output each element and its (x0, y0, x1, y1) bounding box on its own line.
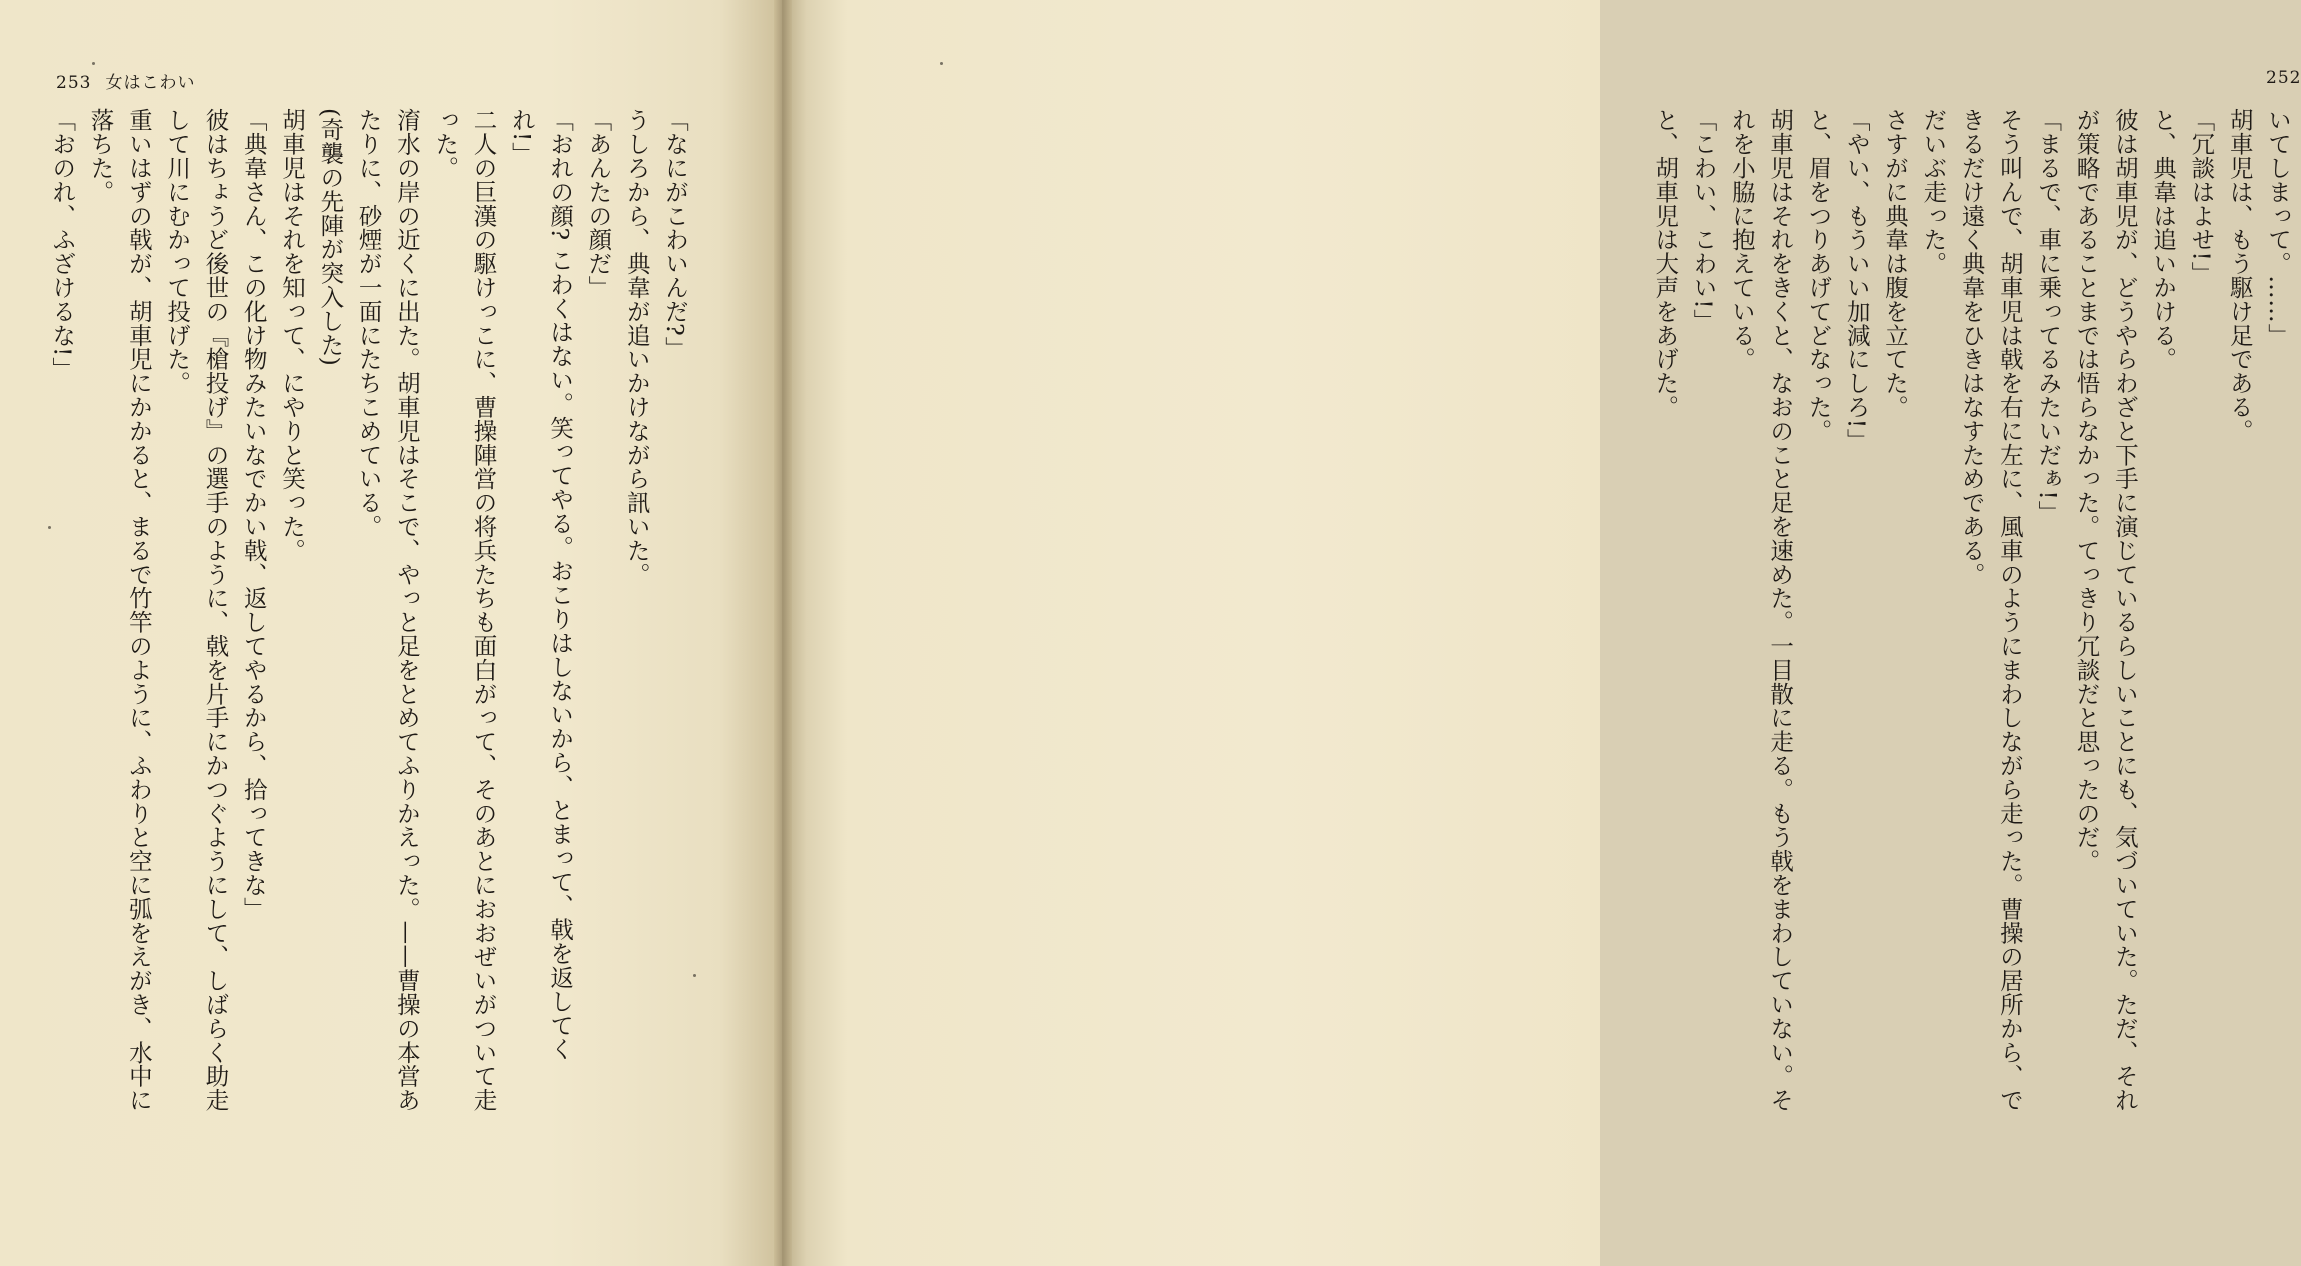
left-page-text (48, 108, 694, 1248)
text-line: 重いはずの戟が、胡車児にかかると、まるで竹竿のように、ふわりと空に弧をえがき、水中に (124, 108, 153, 1112)
text-line: った。 (431, 108, 460, 180)
text-line: 胡車児はそれを知って、にやりと笑った。 (278, 108, 307, 563)
paper-speck (940, 62, 943, 65)
left-page (0, 0, 782, 1266)
text-line: そう叫んで、胡車児は戟を右に左に、風車のようにまわしながら走った。曹操の居所から、で (1995, 108, 2024, 1112)
text-line: 「あんたの顔だ」 (584, 108, 613, 300)
text-line: 「冗談はよせ!」 (2187, 108, 2216, 286)
text-line: 「典韋さん、この化け物みたいなでかい戟、返してやるから、拾ってきな」 (239, 108, 268, 921)
text-line: 胡車児は、もう駆け足である。 (2225, 108, 2254, 443)
text-line: して川にむかって投げた。 (163, 108, 192, 395)
text-line: 「おれの顔? こわくはない。笑ってやる。おこりはしないから、とまって、戟を返してく (546, 108, 575, 1061)
text-line: きるだけ遠く典韋をひきはなすためである。 (1957, 108, 1986, 586)
paper-speck (92, 62, 95, 65)
right-page-number: 252 (2266, 68, 2301, 88)
paper-speck (48, 526, 51, 529)
left-page-header (56, 68, 195, 93)
text-line: 「なにがこわいんだ?」 (661, 108, 689, 360)
text-line: と、眉をつりあげてどなった。 (1804, 108, 1833, 443)
text-line: いてしまって。……」 (2264, 108, 2292, 347)
text-line: 彼はちょうど後世の『槍投げ』の選手のように、戟を片手にかつぐようにして、しばらく助走 (201, 108, 230, 1112)
text-line: が策略であることまでは悟らなかった。てっきり冗談だと思ったのだ。 (2072, 108, 2101, 873)
text-line: れ!」 (507, 108, 536, 166)
text-line: さすがに典韋は腹を立てた。 (1881, 108, 1910, 419)
paper-speck (693, 974, 696, 977)
left-page-number: 253 (56, 73, 92, 93)
text-line: 二人の巨漢の駆けっこに、曹操陣営の将兵たちも面白がって、そのあとにおおぜいがついて走 (469, 108, 498, 1112)
right-page-header (2266, 68, 2301, 88)
text-line: 彼は胡車児が、どうやらわざと下手に演じているらしいことにも、気づいていた。ただ、それ (2110, 108, 2139, 1112)
text-line: と、典韋は追いかける。 (2149, 108, 2178, 371)
text-line: だいぶ走った。 (1919, 108, 1948, 276)
text-line: 「こわい、こわい!」 (1689, 108, 1718, 333)
text-line: うしろから、典韋が追いかけながら訊いた。 (622, 108, 651, 586)
running-title: 女はこわい (105, 73, 196, 93)
text-line: と、胡車児は大声をあげた。 (1651, 108, 1680, 419)
text-line: たりに、砂煙が一面にたちこめている。 (354, 108, 383, 539)
book-gutter (774, 0, 792, 1266)
right-page (782, 0, 2301, 1266)
text-line: 「おのれ、ふざけるな!」 (48, 108, 77, 381)
text-line: (奇襲の先陣が突入した) (316, 108, 345, 367)
right-page-text (1637, 108, 2297, 1248)
text-line: 胡車児はそれをきくと、なおのこと足を速めた。一目散に走る。もう戟をまわしていない。そ (1766, 108, 1795, 1112)
text-line: 淯水の岸の近くに出た。胡車児はそこで、やっと足をとめてふりかえった。——曹操の本営あ (392, 108, 421, 1112)
text-line: 落ちた。 (86, 108, 115, 204)
text-line: れを小脇に抱えている。 (1727, 108, 1756, 371)
text-line: 「やい、もういい加減にしろ!」 (1842, 108, 1871, 453)
text-line: 「まるで、車に乗ってるみたいだぁ!」 (2034, 108, 2063, 525)
